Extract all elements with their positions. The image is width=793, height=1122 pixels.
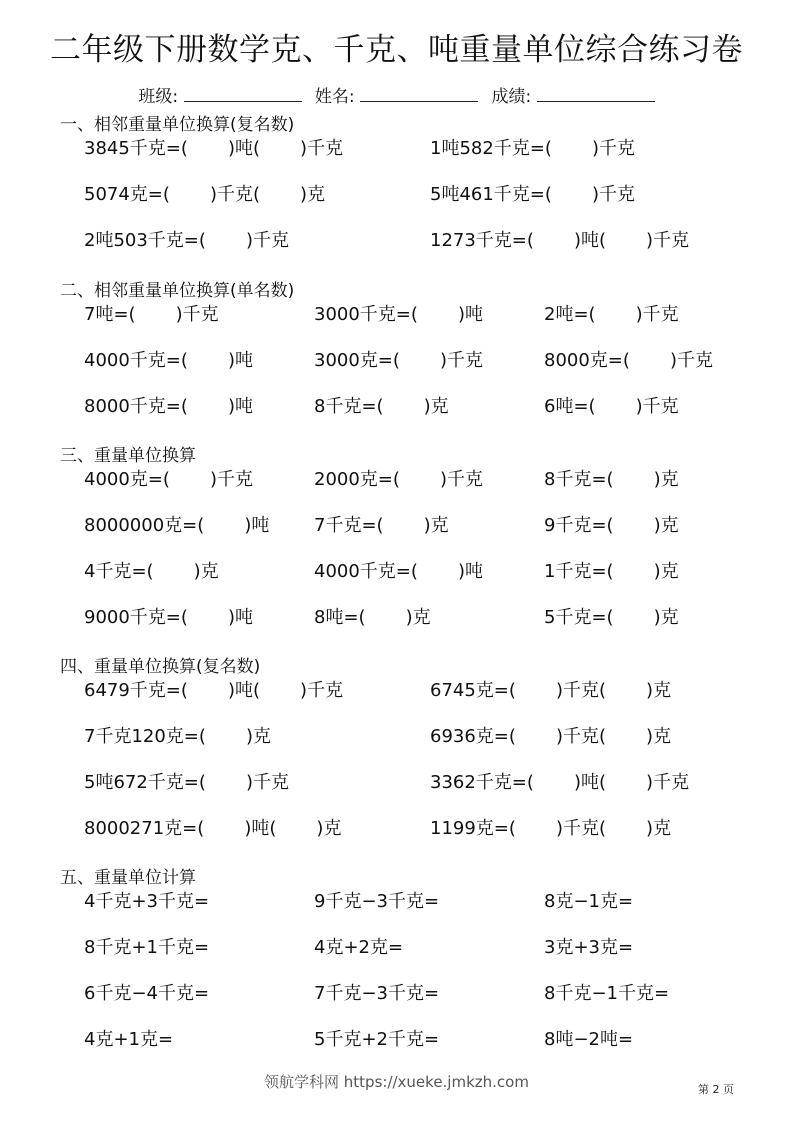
problem-5-8: 7千克−3千克= [314, 983, 440, 1004]
problem-3-12: 5千克=( )克 [544, 607, 679, 628]
problem-4-6: 3362千克=( )吨( )千克 [430, 772, 690, 793]
problem-1-5: 2吨503千克=( )千克 [84, 230, 289, 251]
class-label: 班级: [138, 87, 179, 107]
class-field[interactable] [184, 85, 302, 102]
problem-3-1: 4000克=( )千克 [84, 469, 253, 490]
problem-5-9: 8千克−1千克= [544, 983, 670, 1004]
section-1-header: 一、相邻重量单位换算(复名数) [60, 115, 295, 135]
problem-3-2: 2000克=( )千克 [314, 469, 483, 490]
score-label: 成绩: [491, 87, 532, 107]
problem-3-7: 4千克=( )克 [84, 561, 219, 582]
problem-5-6: 3克+3克= [544, 937, 634, 958]
problem-4-4: 6936克=( )千克( )克 [430, 726, 672, 747]
problem-5-5: 4克+2克= [314, 937, 404, 958]
problem-3-6: 9千克=( )克 [544, 515, 679, 536]
problem-2-3: 2吨=( )千克 [544, 304, 679, 325]
problem-5-12: 8吨−2吨= [544, 1029, 634, 1050]
problem-4-1: 6479千克=( )吨( )千克 [84, 680, 344, 701]
problem-3-9: 1千克=( )克 [544, 561, 679, 582]
problem-2-4: 4000千克=( )吨 [84, 350, 253, 371]
problem-3-10: 9000千克=( )吨 [84, 607, 253, 628]
problem-2-8: 8千克=( )克 [314, 396, 449, 417]
section-3-header: 三、重量单位换算 [60, 446, 196, 466]
problem-4-5: 5吨672千克=( )千克 [84, 772, 289, 793]
name-field[interactable] [360, 85, 478, 102]
score-field[interactable] [537, 85, 655, 102]
problem-2-1: 7吨=( )千克 [84, 304, 219, 325]
section-2-header: 二、相邻重量单位换算(单名数) [60, 281, 295, 301]
problem-5-1: 4千克+3千克= [84, 891, 210, 912]
page-number: 第 2 页 [698, 1083, 734, 1096]
student-info-line [0, 82, 793, 107]
problem-5-11: 5千克+2千克= [314, 1029, 440, 1050]
problem-4-7: 8000271克=( )吨( )克 [84, 818, 342, 839]
problem-3-3: 8千克=( )克 [544, 469, 679, 490]
footer-watermark: 领航学科网 https://xueke.jmkzh.com [264, 1073, 529, 1091]
problem-1-6: 1273千克=( )吨( )千克 [430, 230, 690, 251]
problem-2-2: 3000千克=( )吨 [314, 304, 483, 325]
problem-1-1: 3845千克=( )吨( )千克 [84, 138, 344, 159]
page-title: 二年级下册数学克、千克、吨重量单位综合练习卷 [50, 32, 743, 68]
problem-3-4: 8000000克=( )吨 [84, 515, 270, 536]
problem-4-3: 7千克120克=( )克 [84, 726, 271, 747]
problem-3-8: 4000千克=( )吨 [314, 561, 483, 582]
section-4-header: 四、重量单位换算(复名数) [60, 657, 261, 677]
problem-3-11: 8吨=( )克 [314, 607, 431, 628]
name-label: 姓名: [314, 87, 355, 107]
problem-2-5: 3000克=( )千克 [314, 350, 483, 371]
problem-5-7: 6千克−4千克= [84, 983, 210, 1004]
problem-5-2: 9千克−3千克= [314, 891, 440, 912]
problem-5-4: 8千克+1千克= [84, 937, 210, 958]
problem-1-4: 5吨461千克=( )千克 [430, 184, 635, 205]
problem-3-5: 7千克=( )克 [314, 515, 449, 536]
problem-1-2: 1吨582千克=( )千克 [430, 138, 635, 159]
problem-2-6: 8000克=( )千克 [544, 350, 713, 371]
problem-1-3: 5074克=( )千克( )克 [84, 184, 326, 205]
section-5-header: 五、重量单位计算 [60, 868, 196, 888]
problem-2-7: 8000千克=( )吨 [84, 396, 253, 417]
problem-5-3: 8克−1克= [544, 891, 634, 912]
problem-2-9: 6吨=( )千克 [544, 396, 679, 417]
problem-4-2: 6745克=( )千克( )克 [430, 680, 672, 701]
problem-4-8: 1199克=( )千克( )克 [430, 818, 672, 839]
problem-5-10: 4克+1克= [84, 1029, 174, 1050]
